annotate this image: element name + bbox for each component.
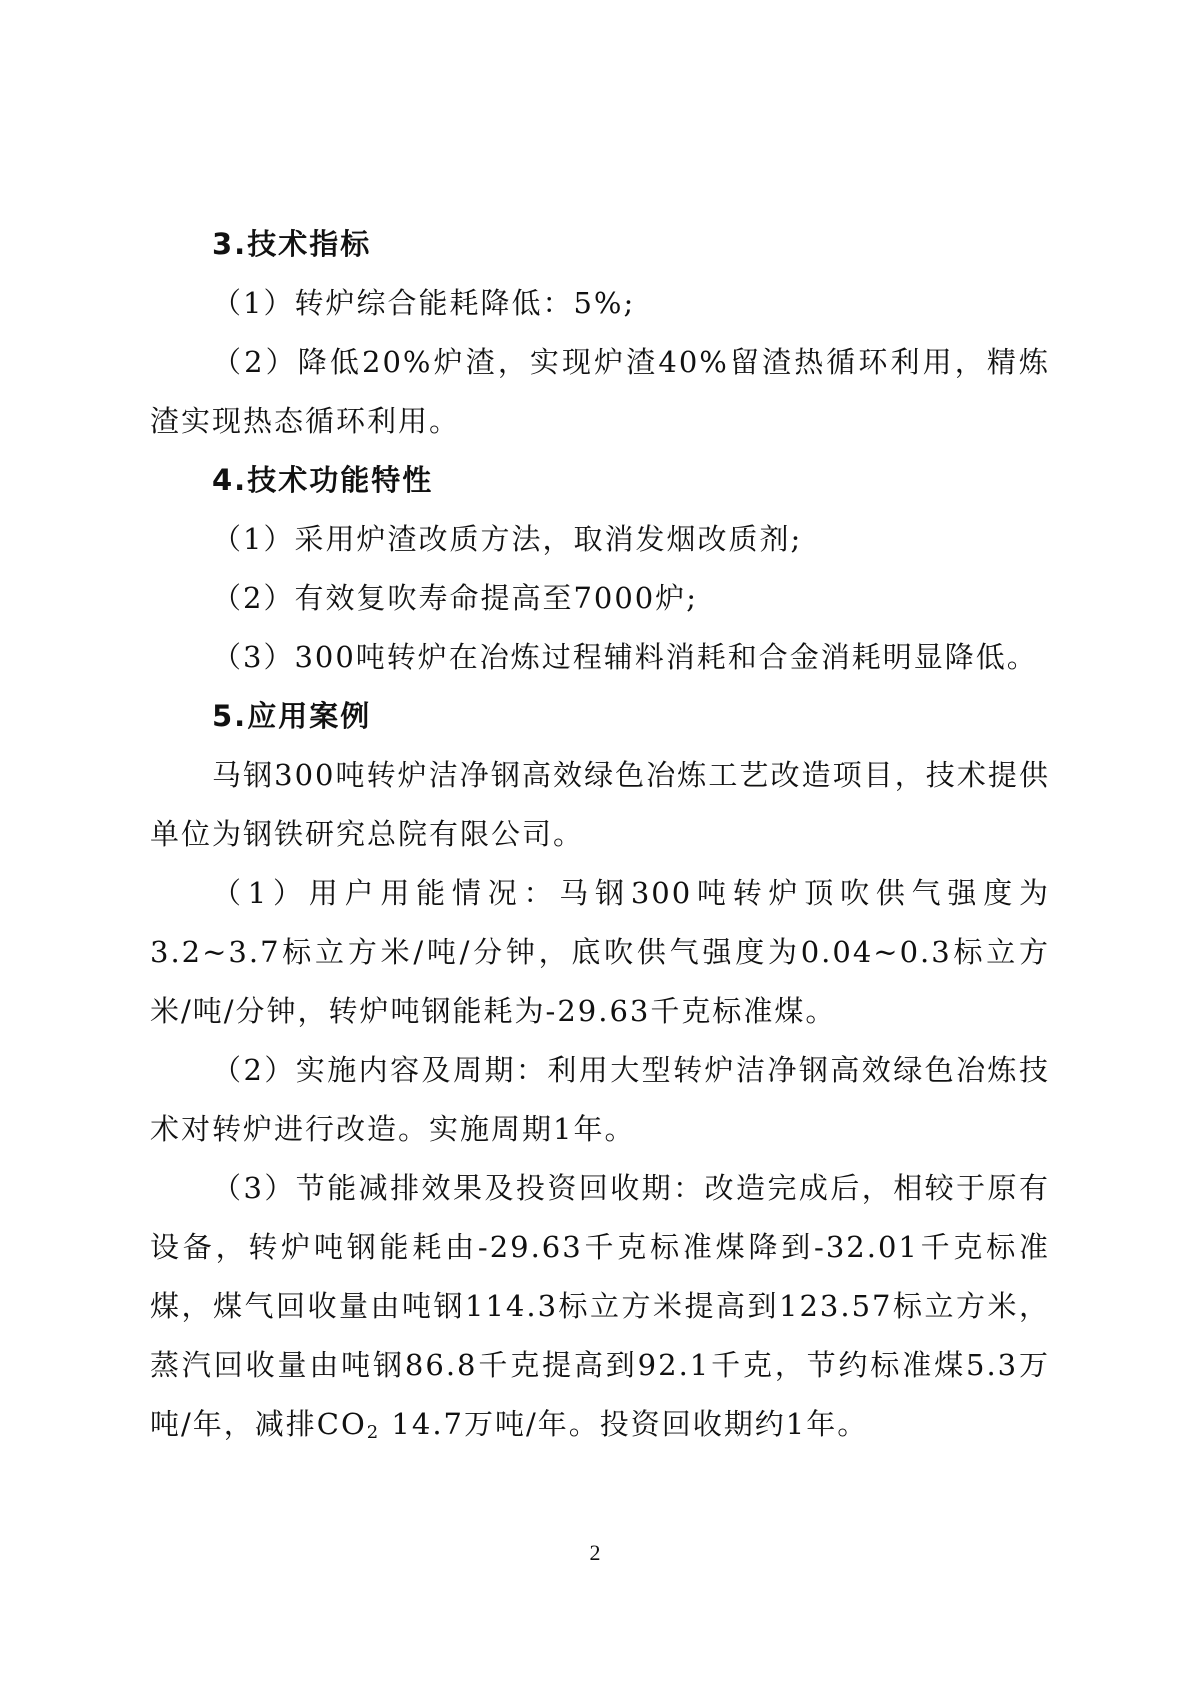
subscript: 2 (366, 1422, 381, 1443)
page-content (150, 215, 1050, 1462)
section-heading-functional-features: 4.技术功能特性 (212, 463, 434, 497)
paragraph-energy-savings (150, 1159, 1050, 1462)
page-number: 2 (589, 1540, 601, 1565)
paragraph: （3）300吨转炉在冶炼过程辅料消耗和合金消耗明显降低。 (212, 640, 1038, 674)
paragraph: 马钢300吨转炉洁净钢高效绿色冶炼工艺改造项目，技术提供单位为钢铁研究总院有限公司。 (150, 758, 1050, 851)
section-heading-application-case: 5.应用案例 (212, 699, 372, 733)
paragraph-text: （3）节能减排效果及投资回收期：改造完成后，相较于原有设备，转炉吨钢能耗由-29.63千克标准煤降到-32.01千克标准煤，煤气回收量由吨钢114.3标立方米提高到123.57标立方米，蒸汽回收量由吨钢86.8千克提高到92.1千克，节约标准煤5.3万吨/年，减排CO (150, 1171, 1050, 1441)
paragraph: （1）用户用能情况：马钢300吨转炉顶吹供气强度为3.2~3.7标立方米/吨/分钟，底吹供气强度为0.04~0.3标立方米/吨/分钟，转炉吨钢能耗为-29.63千克标准煤。 (150, 876, 1050, 1028)
paragraph: （2）降低20%炉渣，实现炉渣40%留渣热循环利用，精炼渣实现热态循环利用。 (150, 345, 1050, 438)
paragraph-text: 14.7万吨/年。投资回收期约1年。 (380, 1407, 869, 1441)
paragraph: （1）转炉综合能耗降低：5%; (212, 286, 636, 320)
paragraph: （2）有效复吹寿命提高至7000炉; (212, 581, 699, 615)
paragraph: （2）实施内容及周期：利用大型转炉洁净钢高效绿色冶炼技术对转炉进行改造。实施周期1年。 (150, 1053, 1050, 1146)
paragraph: （1）采用炉渣改质方法，取消发烟改质剂; (212, 522, 803, 556)
section-heading-technical-indicators: 3.技术指标 (212, 227, 372, 261)
